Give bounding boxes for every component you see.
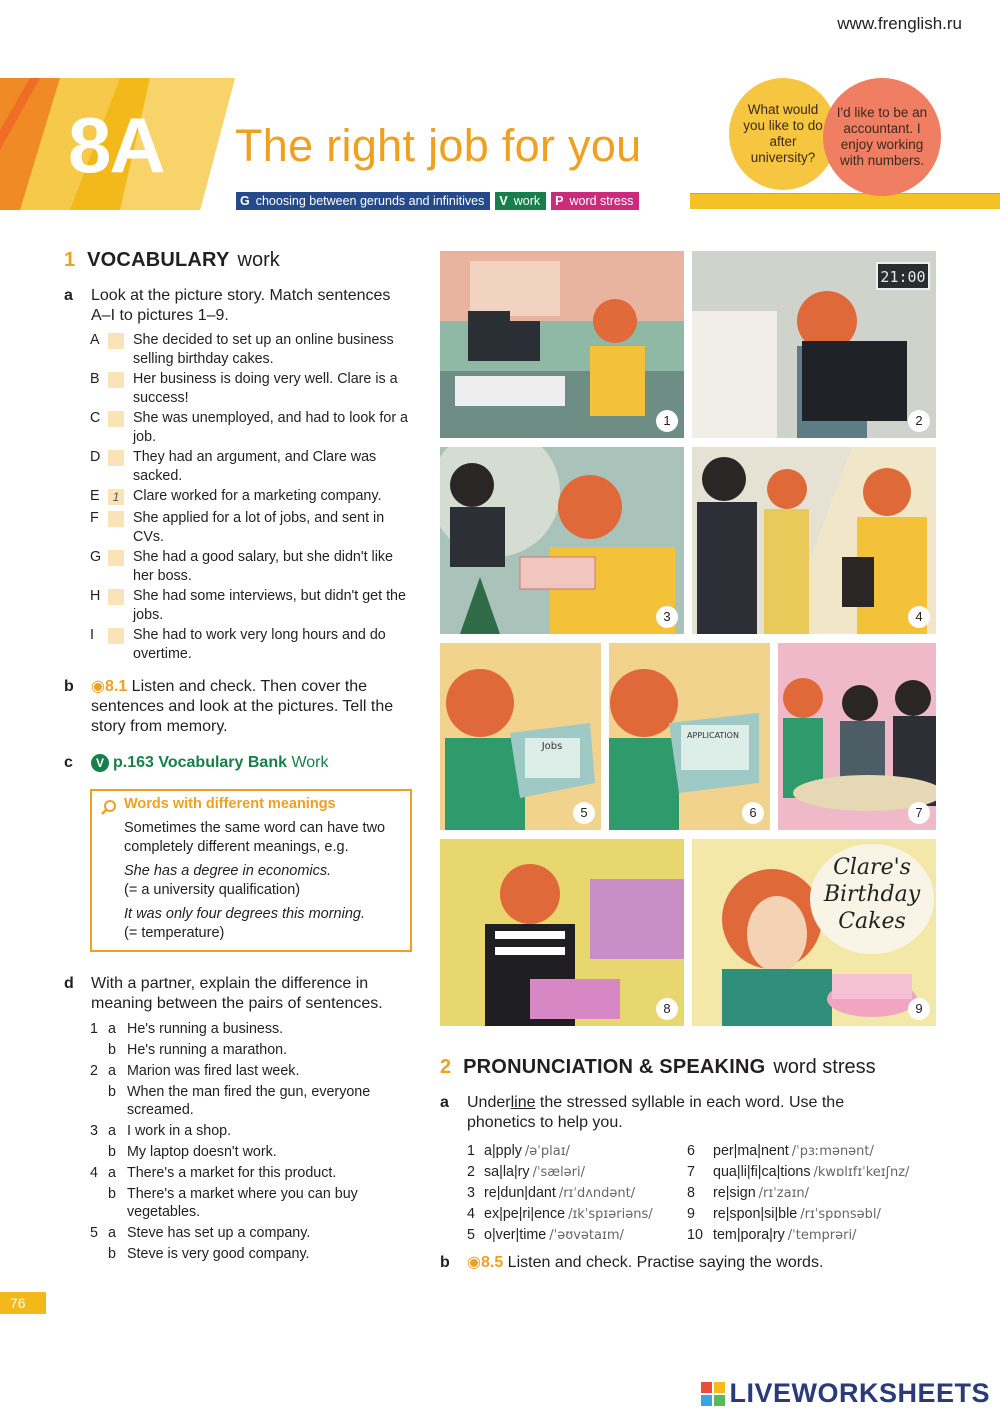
liveworksheets-logo[interactable] xyxy=(701,1378,990,1409)
list-item: A She decided to set up an online business selling birthday cakes. xyxy=(90,332,394,367)
sentence-pairs xyxy=(90,1020,415,1266)
vocabulary-bank-link[interactable]: p.163 Vocabulary Bank xyxy=(113,754,287,771)
speech-bubble-answer: I'd like to be an accountant. I enjoy working with numbers. xyxy=(823,78,941,196)
answer-box[interactable] xyxy=(108,511,124,527)
job-search-illustration xyxy=(440,643,601,830)
word-item[interactable]: 10 tem|pora|ry /ˈtemprəri/ xyxy=(687,1227,857,1243)
cake-business-illustration xyxy=(440,839,684,1026)
overtime-illustration xyxy=(692,251,936,438)
word-item[interactable]: 7 qua|li|fi|ca|tions /kwɒlɪfɪˈkeɪʃnz/ xyxy=(687,1164,910,1180)
exercise-1c: c V p.163 Vocabulary Bank Work xyxy=(64,754,329,771)
picture-panel-1 xyxy=(440,251,684,438)
answer-box[interactable] xyxy=(108,589,124,605)
tag-grammar: G choosing between gerunds and infinitives xyxy=(236,192,490,210)
picture-number: 1 xyxy=(656,410,678,432)
unit-number: 8A xyxy=(68,101,164,189)
word-item[interactable]: 4 ex|pe|ri|ence /ɪkˈspɪəriəns/ xyxy=(467,1206,653,1222)
answer-box[interactable] xyxy=(108,628,124,644)
pair-item: 4 a There's a market for this product. xyxy=(90,1165,337,1181)
exercise-2b: b ◉8.5 Listen and check. Practise saying the words. xyxy=(440,1254,824,1271)
answer-box[interactable] xyxy=(108,450,124,466)
word-item[interactable]: 8 re|sign /rɪˈzaɪn/ xyxy=(687,1185,810,1201)
exercise-1d-instruction: d With a partner, explain the difference in meaning between the pairs of sentences. xyxy=(64,975,383,1012)
interview-illustration xyxy=(778,643,936,830)
tag-vocabulary: V work xyxy=(495,192,546,210)
picture-panel-2 xyxy=(692,251,936,438)
list-item: D They had an argument, and Clare was sacked. xyxy=(90,449,377,484)
word-item[interactable]: 2 sa|la|ry /ˈsæləri/ xyxy=(467,1164,586,1180)
answer-box[interactable] xyxy=(108,411,124,427)
list-item: H She had some interviews, but didn't get the jobs. xyxy=(90,588,406,623)
clock-display: 21:00 xyxy=(880,268,926,286)
picture-number: 6 xyxy=(742,802,764,824)
word-item[interactable]: 3 re|dun|dant /rɪˈdʌndənt/ xyxy=(467,1185,636,1201)
picture-panel-4 xyxy=(692,447,936,634)
list-item: F She applied for a lot of jobs, and sent in CVs. xyxy=(90,510,385,545)
word-item[interactable]: 6 per|ma|nent /ˈpɜːmənənt/ xyxy=(687,1143,874,1159)
pair-item: b My laptop doesn't work. xyxy=(108,1144,277,1160)
vocabulary-bank-icon: V xyxy=(91,754,109,772)
application-illustration xyxy=(609,643,770,830)
picture-number: 3 xyxy=(656,606,678,628)
picture-number: 4 xyxy=(908,606,930,628)
list-item: G She had a good salary, but she didn't like her boss. xyxy=(90,549,393,584)
picture-panel-9 xyxy=(692,839,936,1026)
audio-track-8-5[interactable]: ◉8.5 xyxy=(467,1254,504,1271)
tag-pronunciation: P word stress xyxy=(551,192,639,210)
magnifier-icon xyxy=(100,799,118,817)
picture-number: 2 xyxy=(908,410,930,432)
pair-item: 5 a Steve has set up a company. xyxy=(90,1225,311,1241)
pair-item: b He's running a marathon. xyxy=(108,1042,288,1058)
sign-line-3: Cakes xyxy=(838,909,906,934)
office-illustration xyxy=(440,251,684,438)
matching-list xyxy=(90,331,415,665)
grammar-tags xyxy=(236,192,639,210)
picture-number: 8 xyxy=(656,998,678,1020)
words-with-different-meanings-box: Words with different meanings Sometimes the same word can have two completely different meanings, e.g. She has a degree in economics. (= a university qualification) It was only four degrees this morning. (= temperature) xyxy=(90,789,412,952)
picture-panel-6 xyxy=(609,643,770,830)
picture-panel-8 xyxy=(440,839,684,1026)
pair-item: 2 a Marion was fired last week. xyxy=(90,1063,300,1079)
pair-item: b Steve is very good company. xyxy=(108,1246,310,1262)
answer-box[interactable] xyxy=(108,372,124,388)
liveworksheets-logo-icon xyxy=(701,1382,725,1406)
word-item[interactable]: 1 a|pply /əˈplaɪ/ xyxy=(467,1143,570,1159)
sign-line-1: Clare's xyxy=(833,855,911,880)
list-item: C She was unemployed, and had to look for a job. xyxy=(90,410,408,445)
salary-illustration xyxy=(440,447,684,634)
header-bar xyxy=(690,193,1000,209)
section-2-heading: 2 PRONUNCIATION & SPEAKING word stress xyxy=(440,1056,876,1078)
application-label: APPLICATION xyxy=(687,731,739,740)
pair-item: b When the man fired the gun, everyone screamed. xyxy=(108,1084,371,1118)
pair-item: b There's a market where you can buy vegetables. xyxy=(108,1186,358,1220)
site-url[interactable]: www.frenglish.ru xyxy=(837,14,962,33)
section-1-heading: 1 VOCABULARY work xyxy=(64,249,280,271)
exercise-1b: b ◉8.1 Listen and check. Then cover the sentences and look at the pictures. Tell the story from memory. xyxy=(64,678,394,735)
jobs-label: Jobs xyxy=(541,741,563,752)
list-item: B Her business is doing very well. Clare is a success! xyxy=(90,371,398,406)
picture-number: 9 xyxy=(908,998,930,1020)
answer-box[interactable] xyxy=(108,550,124,566)
audio-track-8-1[interactable]: ◉8.1 xyxy=(91,678,128,695)
words-box-title: Words with different meanings xyxy=(124,796,336,812)
success-illustration xyxy=(692,839,936,1026)
pair-item: 3 a I work in a shop. xyxy=(90,1123,232,1139)
list-item: I She had to work very long hours and do overtime. xyxy=(90,627,386,662)
word-item[interactable]: 9 re|spon|si|ble /rɪˈspɒnsəbl/ xyxy=(687,1206,881,1222)
unit-title: The right job for you xyxy=(235,120,642,171)
picture-number: 5 xyxy=(573,802,595,824)
exercise-2a-instruction: a Underline the stressed syllable in each word. Use the phonetics to help you. xyxy=(440,1094,845,1131)
picture-panel-3 xyxy=(440,447,684,634)
page-number: 76 xyxy=(0,1292,46,1314)
sign-line-2: Birthday xyxy=(823,882,921,907)
word-item[interactable]: 5 o|ver|time /ˈəʊvətaɪm/ xyxy=(467,1227,624,1243)
pair-item: 1 a He's running a business. xyxy=(90,1021,284,1037)
picture-number: 7 xyxy=(908,802,930,824)
answer-box[interactable]: 1 xyxy=(108,489,124,505)
list-item: E 1 Clare worked for a marketing company. xyxy=(90,488,382,504)
speech-bubble-question: What would you like to do after university? xyxy=(729,78,837,190)
picture-panel-7 xyxy=(778,643,936,830)
liveworksheets-brand: LIVEWORKSHEETS xyxy=(729,1378,990,1408)
exercise-1a-instruction: a Look at the picture story. Match sentences A–I to pictures 1–9. xyxy=(64,287,391,324)
answer-box[interactable] xyxy=(108,333,124,349)
sacked-illustration xyxy=(692,447,936,634)
picture-panel-5 xyxy=(440,643,601,830)
